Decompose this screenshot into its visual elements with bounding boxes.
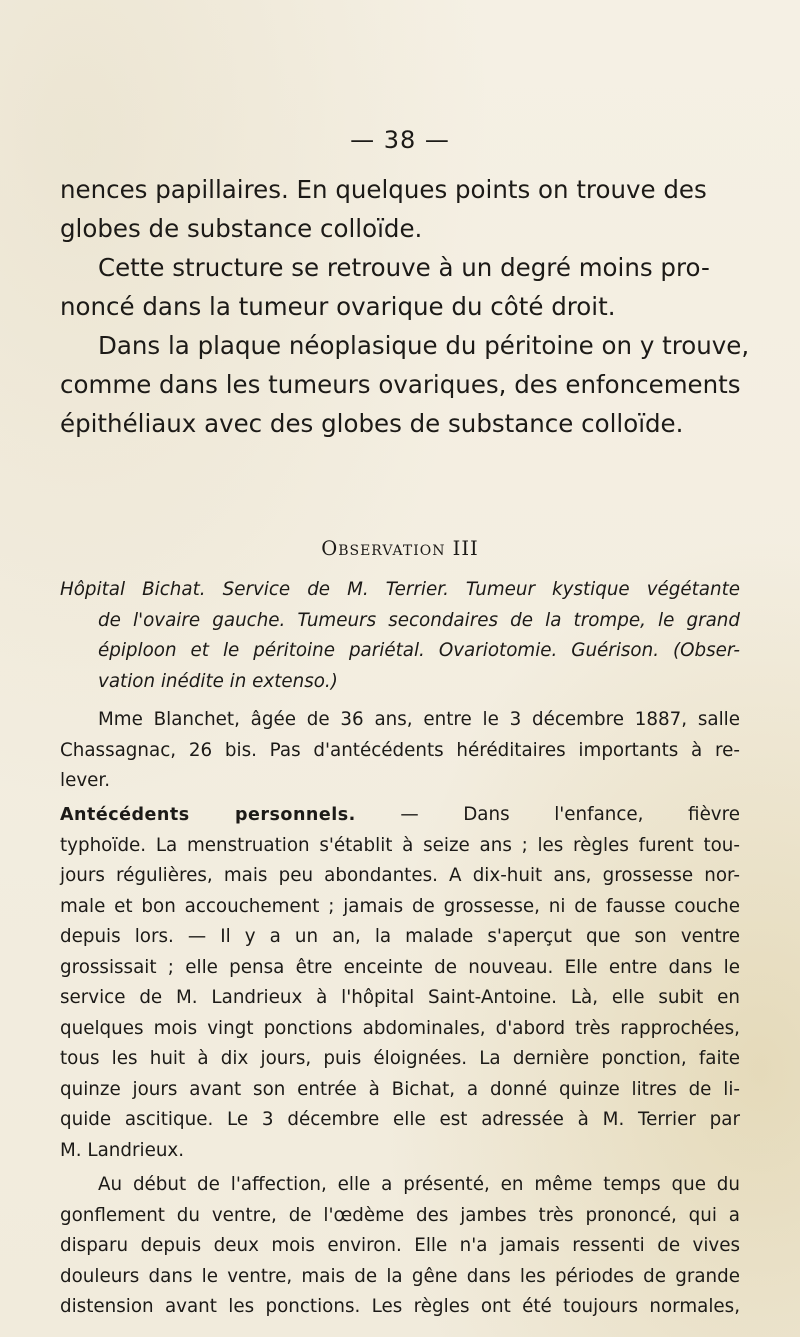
text-line: disparu depuis deux mois environ. Elle n'a jamais ressenti de vives bbox=[60, 1235, 740, 1256]
antecedents-heading: Antécédents personnels. bbox=[60, 805, 356, 825]
text-line: Dans la plaque néoplasique du péritoine on y trouve, bbox=[98, 331, 750, 360]
text-line: Au début de l'affection, elle a présenté, en même temps que du bbox=[98, 1174, 740, 1195]
text-line: quelques mois vingt ponctions abdominales, d'abord très rapprochées, bbox=[60, 1017, 740, 1039]
intro-paragraphs bbox=[60, 170, 750, 443]
text-line: Chassagnac, 26 bis. Pas d'antécédents héréditaires importants à re- bbox=[60, 739, 740, 761]
patient-paragraph bbox=[60, 705, 740, 797]
text-line: gonflement du ventre, de l'œdème des jambes très prononcé, qui a bbox=[60, 1204, 740, 1226]
text-line: Hôpital Bichat. Service de M. Terrier. Tumeur kystique végétante bbox=[60, 579, 740, 600]
text-line: male et bon accouchement ; jamais de grossesse, ni de fausse couche bbox=[60, 895, 740, 917]
text-line: typhoïde. La menstruation s'établit à seize ans ; les règles furent tou- bbox=[60, 834, 740, 856]
text-line: jours régulières, mais peu abondantes. A dix-huit ans, grossesse nor- bbox=[60, 865, 740, 886]
text-line bbox=[60, 800, 740, 831]
text-line: lever. bbox=[60, 770, 111, 791]
text-line: globes de substance colloïde. bbox=[60, 214, 423, 243]
text-line: Cette structure se retrouve à un degré moins pro- bbox=[98, 253, 710, 282]
text-line: quide ascitique. Le 3 décembre elle est adressée à M. Terrier par bbox=[60, 1109, 740, 1130]
text-line: vation inédite in extenso.) bbox=[98, 670, 338, 692]
text-line: Mme Blanchet, âgée de 36 ans, entre le 3 décembre 1887, salle bbox=[98, 709, 740, 730]
text-line: épithéliaux avec des globes de substance colloïde. bbox=[60, 409, 684, 438]
antecedents-paragraph bbox=[60, 800, 740, 1166]
antecedents-first-line: — Dans l'enfance, fièvre bbox=[355, 804, 740, 825]
observation-header bbox=[60, 575, 740, 697]
text-line: nences papillaires. En quelques points on trouve des bbox=[60, 175, 707, 204]
observation-title: Observation III bbox=[321, 537, 479, 560]
text-line: douleurs dans le ventre, mais de la gêne dans les périodes de grande bbox=[60, 1265, 740, 1287]
text-line: distension avant les ponctions. Les règles ont été toujours normales, bbox=[60, 1296, 740, 1317]
text-line: comme dans les tumeurs ovariques, des enfoncements bbox=[60, 370, 741, 399]
page-number: — 38 — bbox=[350, 126, 450, 154]
text-line: depuis lors. — Il y a un an, la malade s'aperçut que son ventre bbox=[60, 926, 740, 947]
debut-paragraph bbox=[60, 1170, 740, 1323]
text-line: quinze jours avant son entrée à Bichat, a donné quinze litres de li- bbox=[60, 1078, 740, 1100]
text-line: de l'ovaire gauche. Tumeurs secondaires de la trompe, le grand bbox=[98, 609, 740, 631]
text-line: service de M. Landrieux à l'hôpital Saint-Antoine. Là, elle subit en bbox=[60, 987, 740, 1008]
text-line: noncé dans la tumeur ovarique du côté droit. bbox=[60, 292, 616, 321]
text-line: épiploon et le péritoine pariétal. Ovariotomie. Guérison. (Obser- bbox=[98, 640, 740, 661]
text-line: tous les huit à dix jours, puis éloignées. La dernière ponction, faite bbox=[60, 1048, 740, 1069]
text-line: M. Landrieux. bbox=[60, 1139, 185, 1161]
text-line: grossissait ; elle pensa être enceinte de nouveau. Elle entre dans le bbox=[60, 956, 740, 978]
